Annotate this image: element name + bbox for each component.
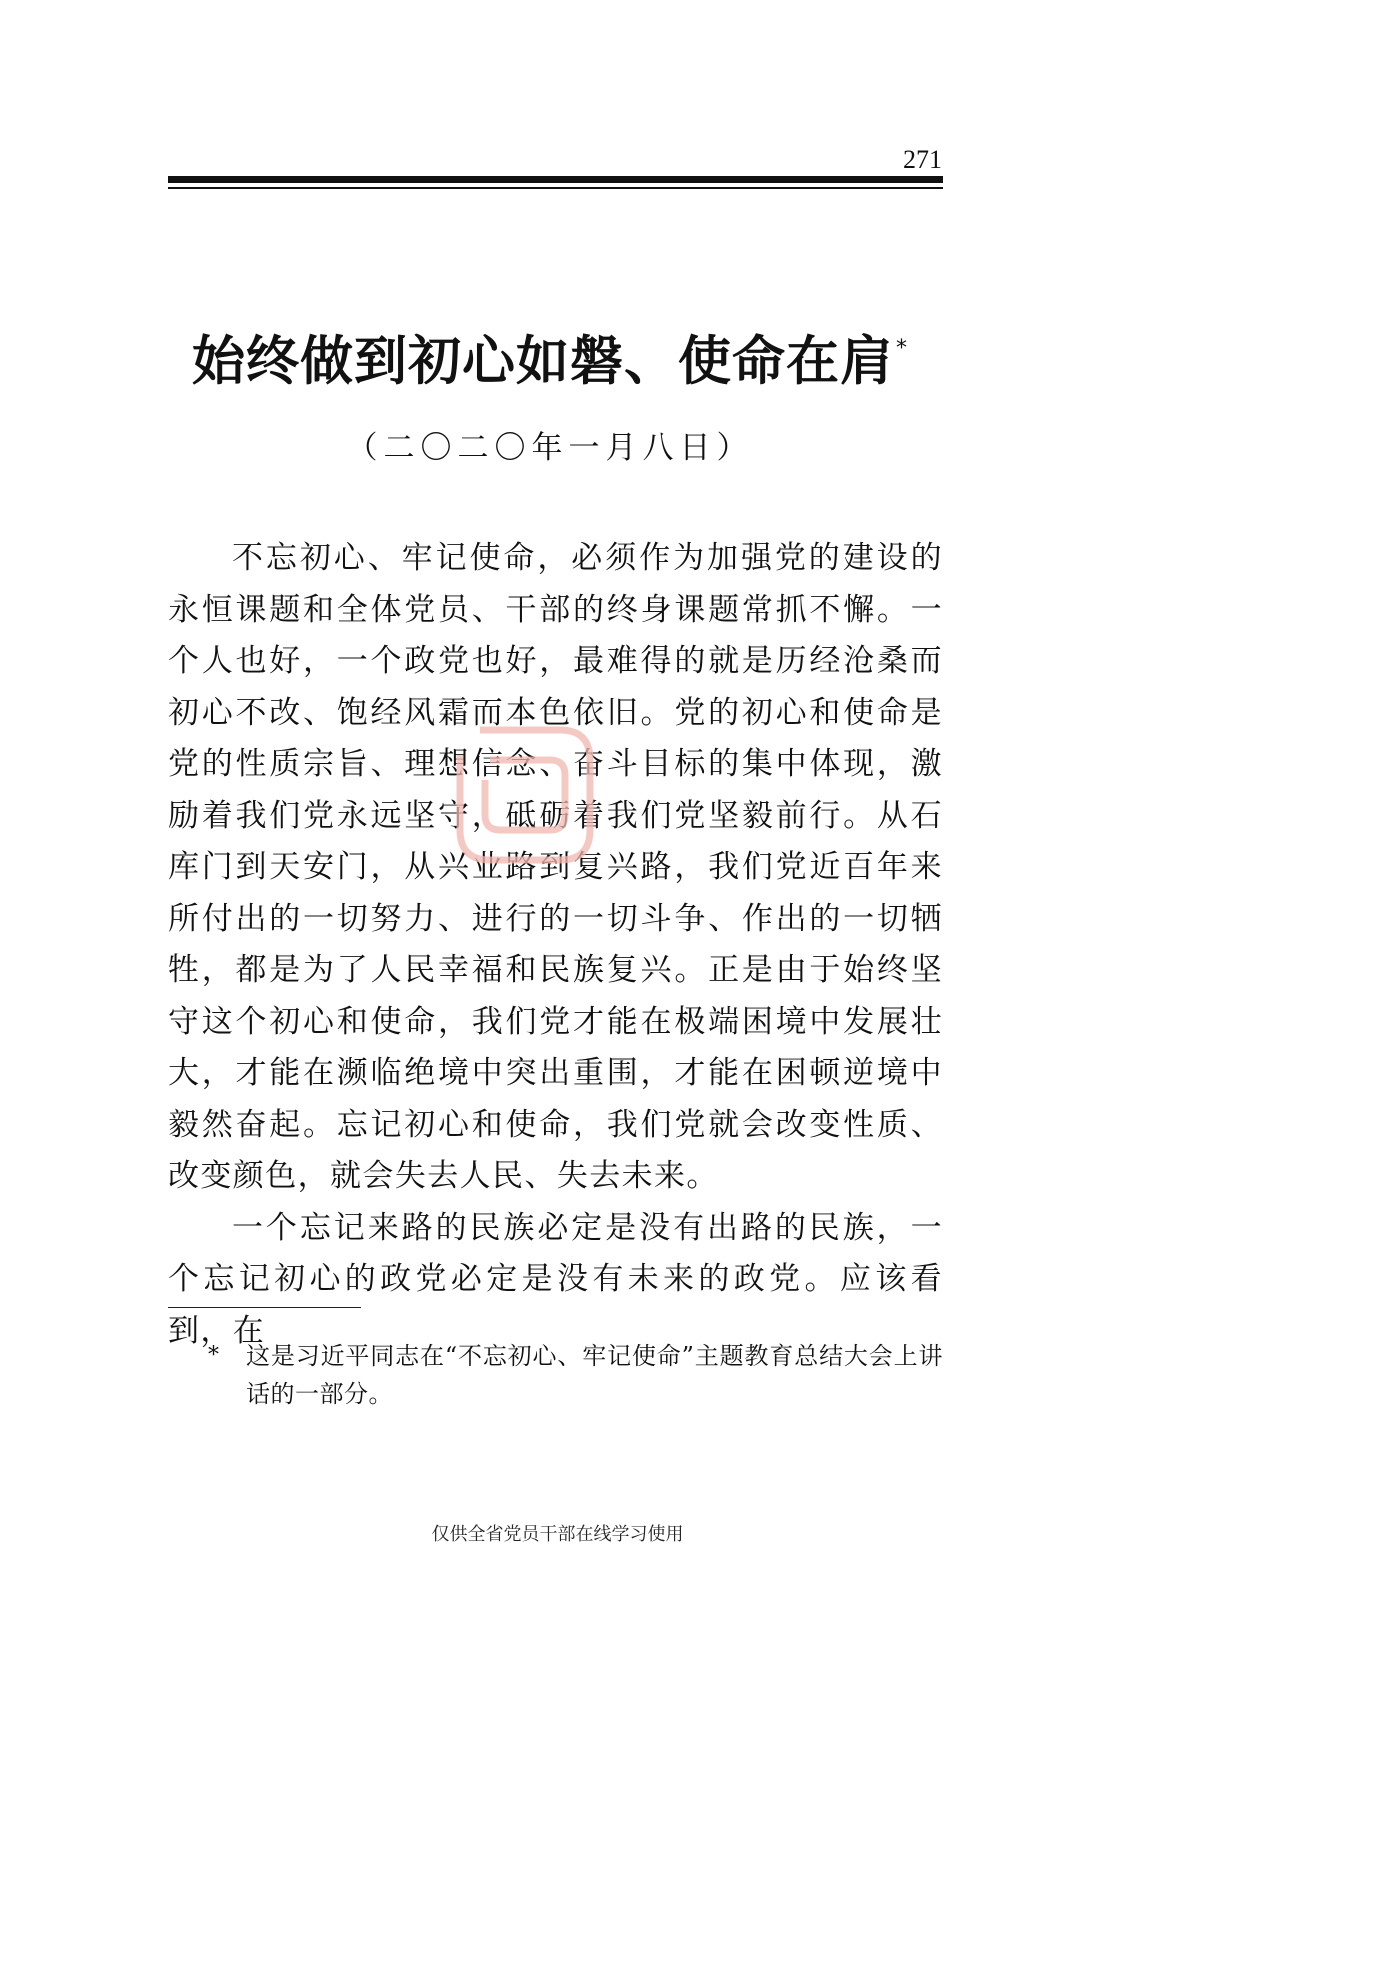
article-title [180, 327, 920, 408]
page-number: 271 [903, 145, 942, 174]
article-date: （二〇二〇年一月八日） [346, 430, 754, 466]
title-footnote-mark: * [896, 336, 908, 361]
footnote-rule [168, 1307, 361, 1308]
usage-notice: 仅供全省党员干部在线学习使用 [431, 1524, 684, 1545]
body-paragraph-2: 一个忘记来路的民族必定是没有出路的民族，一个忘记初心的政党必定是没有未来的政党。应该看到，在 [168, 1209, 943, 1349]
footnote-mark: * [208, 1343, 219, 1368]
article-title-text: 始终做到初心如磐、使命在肩 [192, 331, 894, 392]
header-rule-thick [168, 176, 943, 183]
footnote [168, 1337, 943, 1413]
footnote-text: 这是习近平同志在“不忘初心、牢记使命”主题教育总结大会上讲话的一部分。 [246, 1342, 943, 1408]
header-rule-thin [168, 187, 943, 189]
article-body [168, 533, 943, 1357]
body-paragraph-1: 不忘初心、牢记使命，必须作为加强党的建设的永恒课题和全体党员、干部的终身课题常抓不懈。一个人也好，一个政党也好，最难得的就是历经沧桑而初心不改、饱经风霜而本色依旧。党的初心和使命是党的性质宗旨、理想信念、奋斗目标的集中体现，激励着我们党永远坚守，砥砺着我们党坚毅前行。从石库门到天安门，从兴业路到复兴路，我们党近百年来所付出的一切努力、进行的一切斗争、作出的一切牺牲，都是为了人民幸福和民族复兴。正是由于始终坚守这个初心和使命，我们党才能在极端困境中发展壮大，才能在濒临绝境中突出重围，才能在困顿逆境中毅然奋起。忘记初心和使命，我们党就会改变性质、改变颜色，就会失去人民、失去未来。 [168, 540, 943, 1194]
